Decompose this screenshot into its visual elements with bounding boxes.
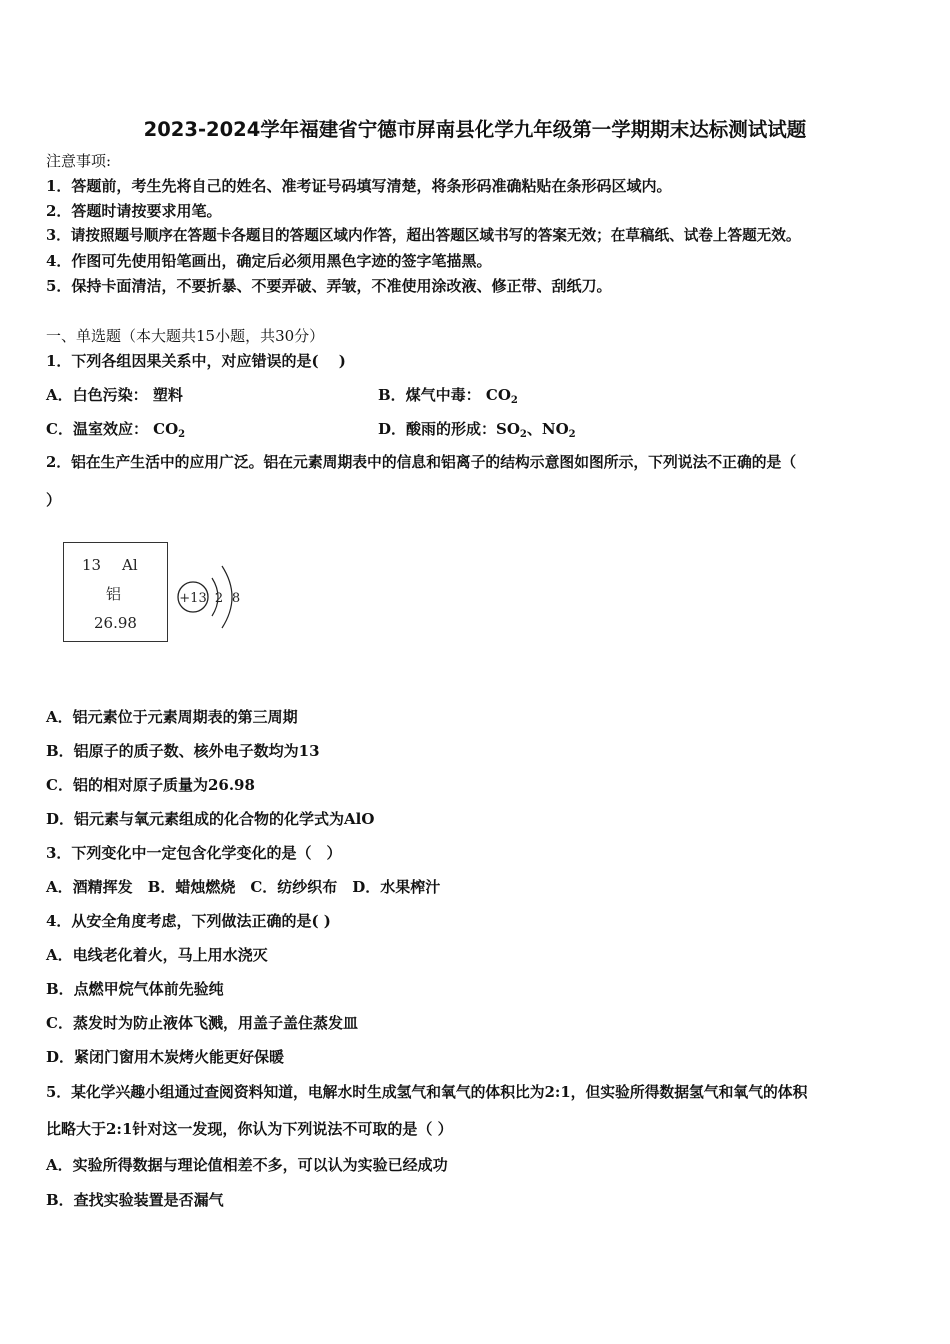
- question-5-stem-cont: 比略大于2:1针对这一发现，你认为下列说法不可取的是（ ）: [46, 1120, 453, 1138]
- note-item: 1．答题前，考生先将自己的姓名、准考证号码填写清楚，将条形码准确粘贴在条形码区域内。: [46, 177, 672, 195]
- question-3-options: A．酒精挥发 B．蜡烛燃烧 C．纺纱织布 D．水果榨汁: [46, 878, 441, 896]
- atomic-number: 13: [82, 556, 102, 574]
- element-name: 铝: [106, 585, 122, 603]
- periodic-table-cell: [63, 542, 168, 642]
- question-1-option-a: A．白色污染： 塑料: [46, 386, 183, 404]
- shell-2-electrons: 8: [231, 591, 241, 606]
- element-symbol: Al: [122, 556, 138, 574]
- page-title: 2023-2024学年福建省宁德市屏南县化学九年级第一学期期末达标测试试题: [143, 118, 807, 141]
- question-2-option-a: A．铝元素位于元素周期表的第三周期: [46, 708, 298, 726]
- question-1-option-b: B．煤气中毒： $CO_2$: [378, 386, 518, 406]
- question-1-option-d: D．酸雨的形成：$SO_2$、$NO_2$: [378, 420, 576, 440]
- note-item: 5．保持卡面清洁，不要折暴、不要弄破、弄皱，不准使用涂改液、修正带、刮纸刀。: [46, 277, 612, 295]
- question-4-option-b: B．点燃甲烷气体前先验纯: [46, 980, 224, 998]
- note-item: 3．请按照题号顺序在答题卡各题目的答题区域内作答，超出答题区域书写的答案无效；在草稿纸、试卷上答题无效。: [46, 227, 801, 244]
- question-2-option-c: C．铝的相对原子质量为26.98: [46, 776, 255, 794]
- question-3-stem: 3．下列变化中一定包含化学变化的是（ ）: [46, 844, 342, 862]
- electron-shell-2: [222, 566, 232, 628]
- notes-heading: 注意事项:: [46, 152, 112, 170]
- note-item: 4．作图可先使用铅笔画出，确定后必须用黑色字迹的签字笔描黑。: [46, 252, 492, 270]
- nucleus-charge: +13: [179, 591, 207, 606]
- question-5-stem: 5．某化学兴趣小组通过查阅资料知道，电解水时生成氢气和氧气的体积比为2:1，但实验所得数据氢气和氧气的体积: [46, 1084, 808, 1101]
- question-2-option-d: D．铝元素与氧元素组成的化合物的化学式为AlO: [46, 810, 375, 828]
- question-2-stem: 2．铝在生产生活中的应用广泛。铝在元素周期表中的信息和铝离子的结构示意图如图所示，下列说法不正确的是（: [46, 454, 797, 471]
- question-4-stem: 4．从安全角度考虑，下列做法正确的是( ): [46, 912, 331, 930]
- section-heading: 一、单选题（本大题共15小题，共30分）: [46, 327, 325, 345]
- question-5-option-b: B．查找实验装置是否漏气: [46, 1191, 224, 1209]
- shell-1-electrons: 2: [214, 591, 224, 606]
- aluminum-ion-diagram: [172, 552, 252, 638]
- question-2-option-b: B．铝原子的质子数、核外电子数均为13: [46, 742, 320, 760]
- question-1-option-c: C．温室效应： $CO_2$: [46, 420, 186, 440]
- atomic-mass: 26.98: [94, 614, 137, 632]
- question-4-option-a: A．电线老化着火，马上用水浇灭: [46, 946, 268, 964]
- note-item: 2．答题时请按要求用笔。: [46, 202, 222, 220]
- question-5-option-a: A．实验所得数据与理论值相差不多，可以认为实验已经成功: [46, 1156, 448, 1174]
- question-4-option-c: C．蒸发时为防止液体飞溅，用盖子盖住蒸发皿: [46, 1014, 358, 1032]
- question-1-stem: 1．下列各组因果关系中，对应错误的是( ): [46, 352, 346, 370]
- question-2-stem-end: ）: [46, 491, 62, 509]
- question-4-option-d: D．紧闭门窗用木炭烤火能更好保暖: [46, 1048, 285, 1066]
